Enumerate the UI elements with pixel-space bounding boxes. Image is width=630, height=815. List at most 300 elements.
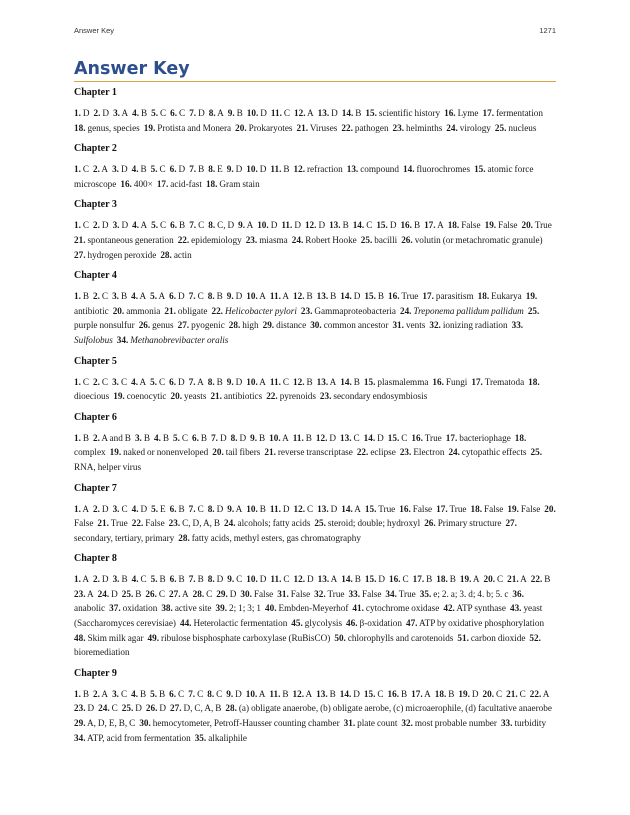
answer-text: C xyxy=(158,588,165,599)
answer-text: A xyxy=(282,291,290,302)
answer-text: C xyxy=(496,688,503,699)
answer-number: 22 xyxy=(530,574,540,585)
answer-number: 18 xyxy=(528,376,538,387)
answer-text: antibiotics xyxy=(223,391,263,402)
answer-text: D xyxy=(102,108,110,118)
answer-text: B xyxy=(82,432,90,443)
answer-number: 9 xyxy=(238,220,243,231)
answer-text: Eukarya xyxy=(491,291,522,302)
answer-number: 23 xyxy=(245,234,255,245)
answer-number: 18 xyxy=(477,291,487,302)
answer-number: 13 xyxy=(329,220,339,231)
answer-item: 6. B xyxy=(192,432,208,443)
answer-text: parasitism xyxy=(435,291,474,302)
answer-text: C xyxy=(307,503,314,514)
answer-number: 12 xyxy=(315,432,326,443)
answer-item: 27. secondary, tertiary, primary xyxy=(74,518,517,543)
chapter-heading: Chapter 1 xyxy=(74,87,117,98)
answer-text: B xyxy=(283,164,290,175)
answer-number: 17 xyxy=(436,503,446,514)
answer-item: 2. A and B xyxy=(93,432,131,443)
answer-text: D xyxy=(140,503,148,514)
answer-text: E xyxy=(217,164,223,175)
answer-item: 31. False xyxy=(277,588,311,599)
answer-text: B xyxy=(159,574,166,585)
answer-item: 6. B xyxy=(169,574,185,585)
answer-number: 24 xyxy=(97,588,107,599)
answer-number: 14 xyxy=(340,376,350,387)
answer-number: 45 xyxy=(291,618,301,629)
answer-text: Heterolactic fermentation xyxy=(193,618,288,629)
answer-key-content xyxy=(74,87,556,753)
answer-number: 3 xyxy=(112,688,117,699)
answer-text: D xyxy=(260,108,267,118)
answer-text: pyogenic xyxy=(191,320,225,331)
answer-number: 28 xyxy=(192,588,202,599)
answer-number: 3 xyxy=(112,291,117,302)
answer-text: A xyxy=(121,108,129,118)
answer-text: False xyxy=(520,503,541,514)
answer-text: antibiotic xyxy=(74,305,109,316)
answer-number: 16 xyxy=(389,574,399,585)
answer-text: C xyxy=(101,291,109,302)
answer-item: 16. 400× xyxy=(120,178,153,189)
answer-number: 2 xyxy=(93,108,99,118)
answer-item: 10. A xyxy=(246,291,266,302)
answer-item: 7. C xyxy=(188,503,204,514)
answer-item: 16. True xyxy=(388,291,419,302)
answer-number: 23 xyxy=(74,588,84,599)
answer-item: 6. D xyxy=(169,291,185,302)
answer-item: 15. scientific history xyxy=(365,108,441,118)
answer-number: 9 xyxy=(250,432,255,443)
answer-number: 22 xyxy=(529,688,539,699)
answer-number: 5 xyxy=(151,108,156,118)
answer-text: B xyxy=(120,291,128,302)
answer-item: 3. C xyxy=(112,688,128,699)
answer-text: B xyxy=(121,574,128,585)
answer-item: 2. A xyxy=(93,688,109,699)
answer-number: 52 xyxy=(529,632,539,643)
answer-item: 1. B xyxy=(74,688,90,699)
answer-number: 12 xyxy=(293,503,303,514)
answer-item: 4. A xyxy=(131,376,147,387)
answer-text: C xyxy=(377,688,384,699)
answer-text: fermentation xyxy=(496,108,543,118)
answer-text: A xyxy=(258,688,266,699)
answer-text: A xyxy=(246,220,254,231)
answer-text: B xyxy=(377,291,385,302)
answer-item: 20. C xyxy=(482,688,503,699)
answer-item: 48. Skim milk agar xyxy=(74,632,144,643)
answer-item: 24. virology xyxy=(446,122,491,133)
answer-item: 8. A xyxy=(208,108,224,118)
answer-number: 14 xyxy=(341,108,351,118)
answer-text: eclipse xyxy=(370,447,396,458)
answer-item: 8. C xyxy=(207,688,223,699)
answer-number: 1 xyxy=(74,220,79,231)
answer-text: nucleus xyxy=(508,122,537,133)
answer-number: 11 xyxy=(269,376,279,387)
answer-item: 15. B xyxy=(364,291,385,302)
answer-text: A xyxy=(86,588,94,599)
answer-number: 16 xyxy=(432,376,442,387)
answer-number: 4 xyxy=(131,164,137,175)
answer-item: 1. A xyxy=(74,574,90,585)
answer-number: 5 xyxy=(150,291,155,302)
answer-text: C xyxy=(120,688,128,699)
answer-item: 8. E xyxy=(208,164,223,175)
answer-item: 16. True xyxy=(411,432,442,443)
answer-number: 17 xyxy=(411,688,421,699)
chapter-section xyxy=(74,412,556,475)
answer-text: False xyxy=(145,518,165,529)
answer-number: 23 xyxy=(392,122,402,133)
answer-number: 13 xyxy=(316,688,326,699)
answer-item: 50. chlorophylls and carotenoids xyxy=(334,632,454,643)
answer-list xyxy=(74,289,556,347)
answer-number: 15 xyxy=(363,376,374,387)
answer-number: 24 xyxy=(291,234,301,245)
answer-list xyxy=(74,162,556,191)
answer-number: 5 xyxy=(150,164,156,175)
answer-number: 16 xyxy=(400,220,410,231)
answer-text: ATP by oxidative phosphorylation xyxy=(418,618,545,629)
answer-text: True xyxy=(327,588,345,599)
answer-item: 15. plasmalemma xyxy=(363,376,429,387)
answer-text: D xyxy=(377,432,384,443)
answer-text: virology xyxy=(459,122,491,133)
answer-text: high xyxy=(242,320,259,331)
answer-number: 7 xyxy=(189,164,194,175)
answer-number: 8 xyxy=(207,376,213,387)
answer-text: obligate xyxy=(177,305,208,316)
answer-text: B xyxy=(198,164,205,175)
answer-number: 30 xyxy=(310,320,320,331)
answer-text: A xyxy=(329,376,337,387)
answer-item: 3. D xyxy=(112,164,128,175)
answer-number: 11 xyxy=(270,108,280,118)
answer-text: True xyxy=(534,220,552,231)
answer-number: 25 xyxy=(121,703,131,714)
answer-text: A and B xyxy=(101,432,131,443)
answer-text: pathogen xyxy=(354,122,389,133)
answer-number: 35 xyxy=(194,732,204,743)
answer-item: 10. D xyxy=(257,220,278,231)
answer-number: 16 xyxy=(388,291,398,302)
answer-text: True xyxy=(378,503,396,514)
answer-text: D xyxy=(389,220,397,231)
answer-item: 15. True xyxy=(364,503,396,514)
answer-item: 14. B xyxy=(341,574,361,585)
answer-text: False xyxy=(290,588,311,599)
answer-item: 18. genus, species xyxy=(74,122,140,133)
answer-number: 8 xyxy=(208,220,213,231)
answer-item: 14. B xyxy=(341,108,362,118)
answer-text: C xyxy=(160,108,167,118)
answer-item: 11. C xyxy=(270,574,290,585)
answer-number: 5 xyxy=(150,376,155,387)
answer-text: A xyxy=(307,108,314,118)
answer-number: 49 xyxy=(147,632,157,643)
answer-number: 3 xyxy=(112,574,118,585)
answer-number: 36 xyxy=(512,588,522,599)
answer-item: 9. D xyxy=(226,164,243,175)
answer-number: 25 xyxy=(360,234,370,245)
answer-item: 17. parasitism xyxy=(422,291,474,302)
answer-text: helminths xyxy=(406,122,443,133)
answer-text: Trematoda xyxy=(484,376,525,387)
answer-text: D xyxy=(87,703,95,714)
answer-number: 19 xyxy=(507,503,517,514)
answer-item: 21. spontaneous generation xyxy=(74,234,174,245)
answer-text: bioremediation xyxy=(74,647,130,658)
answer-number: 3 xyxy=(113,108,118,118)
answer-text: D xyxy=(259,164,267,175)
answer-text: B xyxy=(82,291,90,302)
answer-text: C xyxy=(111,703,118,714)
answer-item: 45. glycolysis xyxy=(291,618,343,629)
answer-number: 28 xyxy=(160,249,170,260)
answer-number: 14 xyxy=(352,220,362,231)
answer-item: 29. distance xyxy=(262,320,307,331)
answer-text: B xyxy=(159,688,166,699)
answer-text: Protista and Monera xyxy=(157,122,232,133)
answer-item: 7. D xyxy=(189,108,205,118)
answer-item: 44. Heterolactic fermentation xyxy=(179,618,288,629)
answer-text: True xyxy=(449,503,467,514)
answer-text: turbidity xyxy=(514,718,547,729)
answer-number: 4 xyxy=(131,574,137,585)
answer-number: 26 xyxy=(145,703,156,714)
answer-item: 23. A xyxy=(74,588,94,599)
answer-number: 9 xyxy=(227,108,233,118)
answer-number: 9 xyxy=(227,574,232,585)
answer-number: 6 xyxy=(169,164,175,175)
answer-text: E xyxy=(160,503,166,514)
answer-text: (a) obligate anaerobe, (b) obligate aerobe, (c) microaerophile, (d) facultative anaerobe xyxy=(238,703,552,714)
answer-number: 41 xyxy=(352,603,362,614)
answer-text: Prokaryotes xyxy=(248,122,293,133)
answer-number: 22 xyxy=(131,518,141,529)
answer-text: Fungi xyxy=(445,376,468,387)
answer-number: 4 xyxy=(131,503,137,514)
answer-number: 11 xyxy=(270,574,280,585)
answer-item: 1. B xyxy=(74,291,90,302)
answer-number: 15 xyxy=(363,688,374,699)
answer-item: 20. True xyxy=(521,220,552,231)
answer-item: 22. pathogen xyxy=(341,122,389,133)
answer-number: 26 xyxy=(145,588,155,599)
answer-text: epidemiology xyxy=(191,234,242,245)
answer-number: 16 xyxy=(411,432,421,443)
answer-number: 30 xyxy=(139,718,149,729)
answer-number: 27 xyxy=(170,703,180,714)
answer-text: A xyxy=(472,574,480,585)
answer-text: B xyxy=(259,503,266,514)
answer-text: B xyxy=(143,432,150,443)
answer-item: 3. C xyxy=(112,376,128,387)
answer-item: 32. True xyxy=(314,588,345,599)
answer-item: 19. naked or nonenveloped xyxy=(109,447,209,458)
answer-number: 6 xyxy=(170,108,175,118)
answer-number: 17 xyxy=(445,432,455,443)
answer-list xyxy=(74,375,556,404)
answer-text: B xyxy=(82,688,90,699)
answer-text: volutin (or metachromatic granule) xyxy=(414,234,543,245)
answer-number: 3 xyxy=(112,164,117,175)
answer-number: 6 xyxy=(169,688,174,699)
answer-number: 8 xyxy=(208,164,213,175)
answer-item: 25. steroid; double; hydroxyl xyxy=(314,518,421,529)
answer-number: 2 xyxy=(93,220,98,231)
answer-item: 21. Viruses xyxy=(296,122,338,133)
answer-item: 1. C xyxy=(74,376,90,387)
answer-text: vents xyxy=(405,320,426,331)
answer-text: False xyxy=(498,220,518,231)
answer-number: 6 xyxy=(169,503,175,514)
answer-text: A xyxy=(235,503,243,514)
answer-number: 18 xyxy=(205,178,216,189)
answer-item: 19. coenocytic xyxy=(113,391,167,402)
answer-item: 26. genus xyxy=(138,320,174,331)
answer-number: 20 xyxy=(170,391,180,402)
answer-item: 34. Methanobrevibacter oralis xyxy=(116,334,229,345)
answer-item: 9. B xyxy=(250,432,266,443)
answer-item: 2. D xyxy=(93,108,110,118)
answer-number: 15 xyxy=(364,574,375,585)
answer-text: ATP synthase xyxy=(456,603,506,614)
answer-text: C xyxy=(82,376,90,387)
answer-item: 17. True xyxy=(436,503,467,514)
answer-number: 16 xyxy=(399,503,409,514)
answer-number: 13 xyxy=(316,291,326,302)
answer-text: D xyxy=(135,703,142,714)
answer-item: 31. vents xyxy=(392,320,426,331)
answer-text: hydrogen peroxide xyxy=(87,249,157,260)
answer-item: 47. ATP by oxidative phosphorylation xyxy=(405,618,545,629)
answer-item: 1. A xyxy=(74,503,90,514)
answer-item: 13. B xyxy=(329,220,349,231)
answer-text: plate count xyxy=(357,718,398,729)
answer-number: 25 xyxy=(494,122,505,133)
answer-item: 19. A xyxy=(459,574,480,585)
answer-number: 22 xyxy=(177,234,187,245)
answer-item: 35. alkaliphile xyxy=(194,732,247,743)
answer-text: C xyxy=(366,220,373,231)
answer-item: 11. C xyxy=(269,376,290,387)
answer-item: 11. D xyxy=(269,503,290,514)
answer-text: glycolysis xyxy=(304,618,343,629)
answer-item: 33. turbidity xyxy=(500,718,547,729)
answer-item: 20. C xyxy=(483,574,504,585)
answer-number: 25 xyxy=(121,588,131,599)
answer-text: D xyxy=(178,291,185,302)
answer-item: 25. RNA, helper virus xyxy=(74,447,542,472)
answer-text: ammonia xyxy=(126,305,161,316)
answer-text: spontaneous generation xyxy=(87,234,174,245)
answer-text: C xyxy=(178,688,185,699)
answer-number: 19 xyxy=(109,447,119,458)
chapter-heading: Chapter 8 xyxy=(74,553,117,565)
answer-number: 20 xyxy=(544,503,554,514)
answer-text: B xyxy=(354,574,361,585)
answer-text: cytochrome oxidase xyxy=(365,603,440,614)
answer-text: atomic force microscope xyxy=(74,164,534,189)
answer-number: 10 xyxy=(246,376,256,387)
answer-number: 4 xyxy=(131,376,136,387)
answer-text: B xyxy=(236,108,243,118)
answer-number: 10 xyxy=(246,574,256,585)
answer-number: 42 xyxy=(443,603,453,614)
answer-number: 19 xyxy=(525,291,535,302)
answer-text: fluorochromes xyxy=(416,164,471,175)
answer-number: 29 xyxy=(74,718,84,729)
answer-number: 14 xyxy=(363,432,373,443)
answer-number: 18 xyxy=(447,220,457,231)
answer-text: True xyxy=(398,588,416,599)
answer-item: 1. B xyxy=(74,432,90,443)
answer-item: 22. Helicobacter pylori xyxy=(211,305,297,316)
answer-number: 10 xyxy=(245,688,255,699)
answer-number: 12 xyxy=(293,376,303,387)
answer-number: 2 xyxy=(93,688,98,699)
answer-text: C xyxy=(216,688,223,699)
answer-number: 16 xyxy=(387,688,397,699)
answer-text: B xyxy=(306,376,313,387)
answer-text: D, C, A, B xyxy=(183,703,222,714)
answer-text: fatty acids, methyl esters, gas chromatography xyxy=(191,532,361,543)
answer-item: 18. Gram stain xyxy=(205,178,260,189)
answer-text: A xyxy=(520,574,527,585)
answer-number: 47 xyxy=(405,618,416,629)
answer-text: A xyxy=(140,220,148,231)
answer-item: 9. B xyxy=(227,108,243,118)
answer-text: C xyxy=(121,503,128,514)
answer-item: 31. plate count xyxy=(343,718,398,729)
answer-text: Methanobrevibacter oralis xyxy=(130,334,229,345)
answer-item: 4. B xyxy=(153,432,169,443)
answer-item: 12. D xyxy=(315,432,337,443)
answer-number: 1 xyxy=(74,688,79,699)
answer-text: C xyxy=(159,164,166,175)
answer-text: RNA, helper virus xyxy=(74,461,142,472)
answer-number: 27 xyxy=(505,518,515,529)
answer-item: 16. C xyxy=(389,574,409,585)
answer-item: 17. bacteriophage xyxy=(445,432,511,443)
answer-item: 13. B xyxy=(316,688,336,699)
answer-number: 15 xyxy=(387,432,397,443)
answer-number: 17 xyxy=(422,291,432,302)
answer-item: 5. C xyxy=(151,108,167,118)
answer-text: False xyxy=(253,588,274,599)
answer-number: 22 xyxy=(341,122,351,133)
answer-text: D xyxy=(101,574,109,585)
answer-text: hemocytometer, Petroff-Hausser counting chamber xyxy=(152,718,340,729)
answer-text: D xyxy=(101,220,109,231)
answer-text: refraction xyxy=(307,164,343,175)
answer-text: C xyxy=(402,574,409,585)
answer-item: 20. yeasts xyxy=(170,391,207,402)
answer-number: 19 xyxy=(484,220,494,231)
answer-item: 14. C xyxy=(352,220,373,231)
answer-number: 18 xyxy=(514,432,524,443)
answer-item: 17. Trematoda xyxy=(471,376,525,387)
answer-item: 25. B xyxy=(121,588,142,599)
answer-item: 6. B xyxy=(169,503,185,514)
answer-item: 23. D xyxy=(74,703,95,714)
answer-text: B xyxy=(449,574,456,585)
